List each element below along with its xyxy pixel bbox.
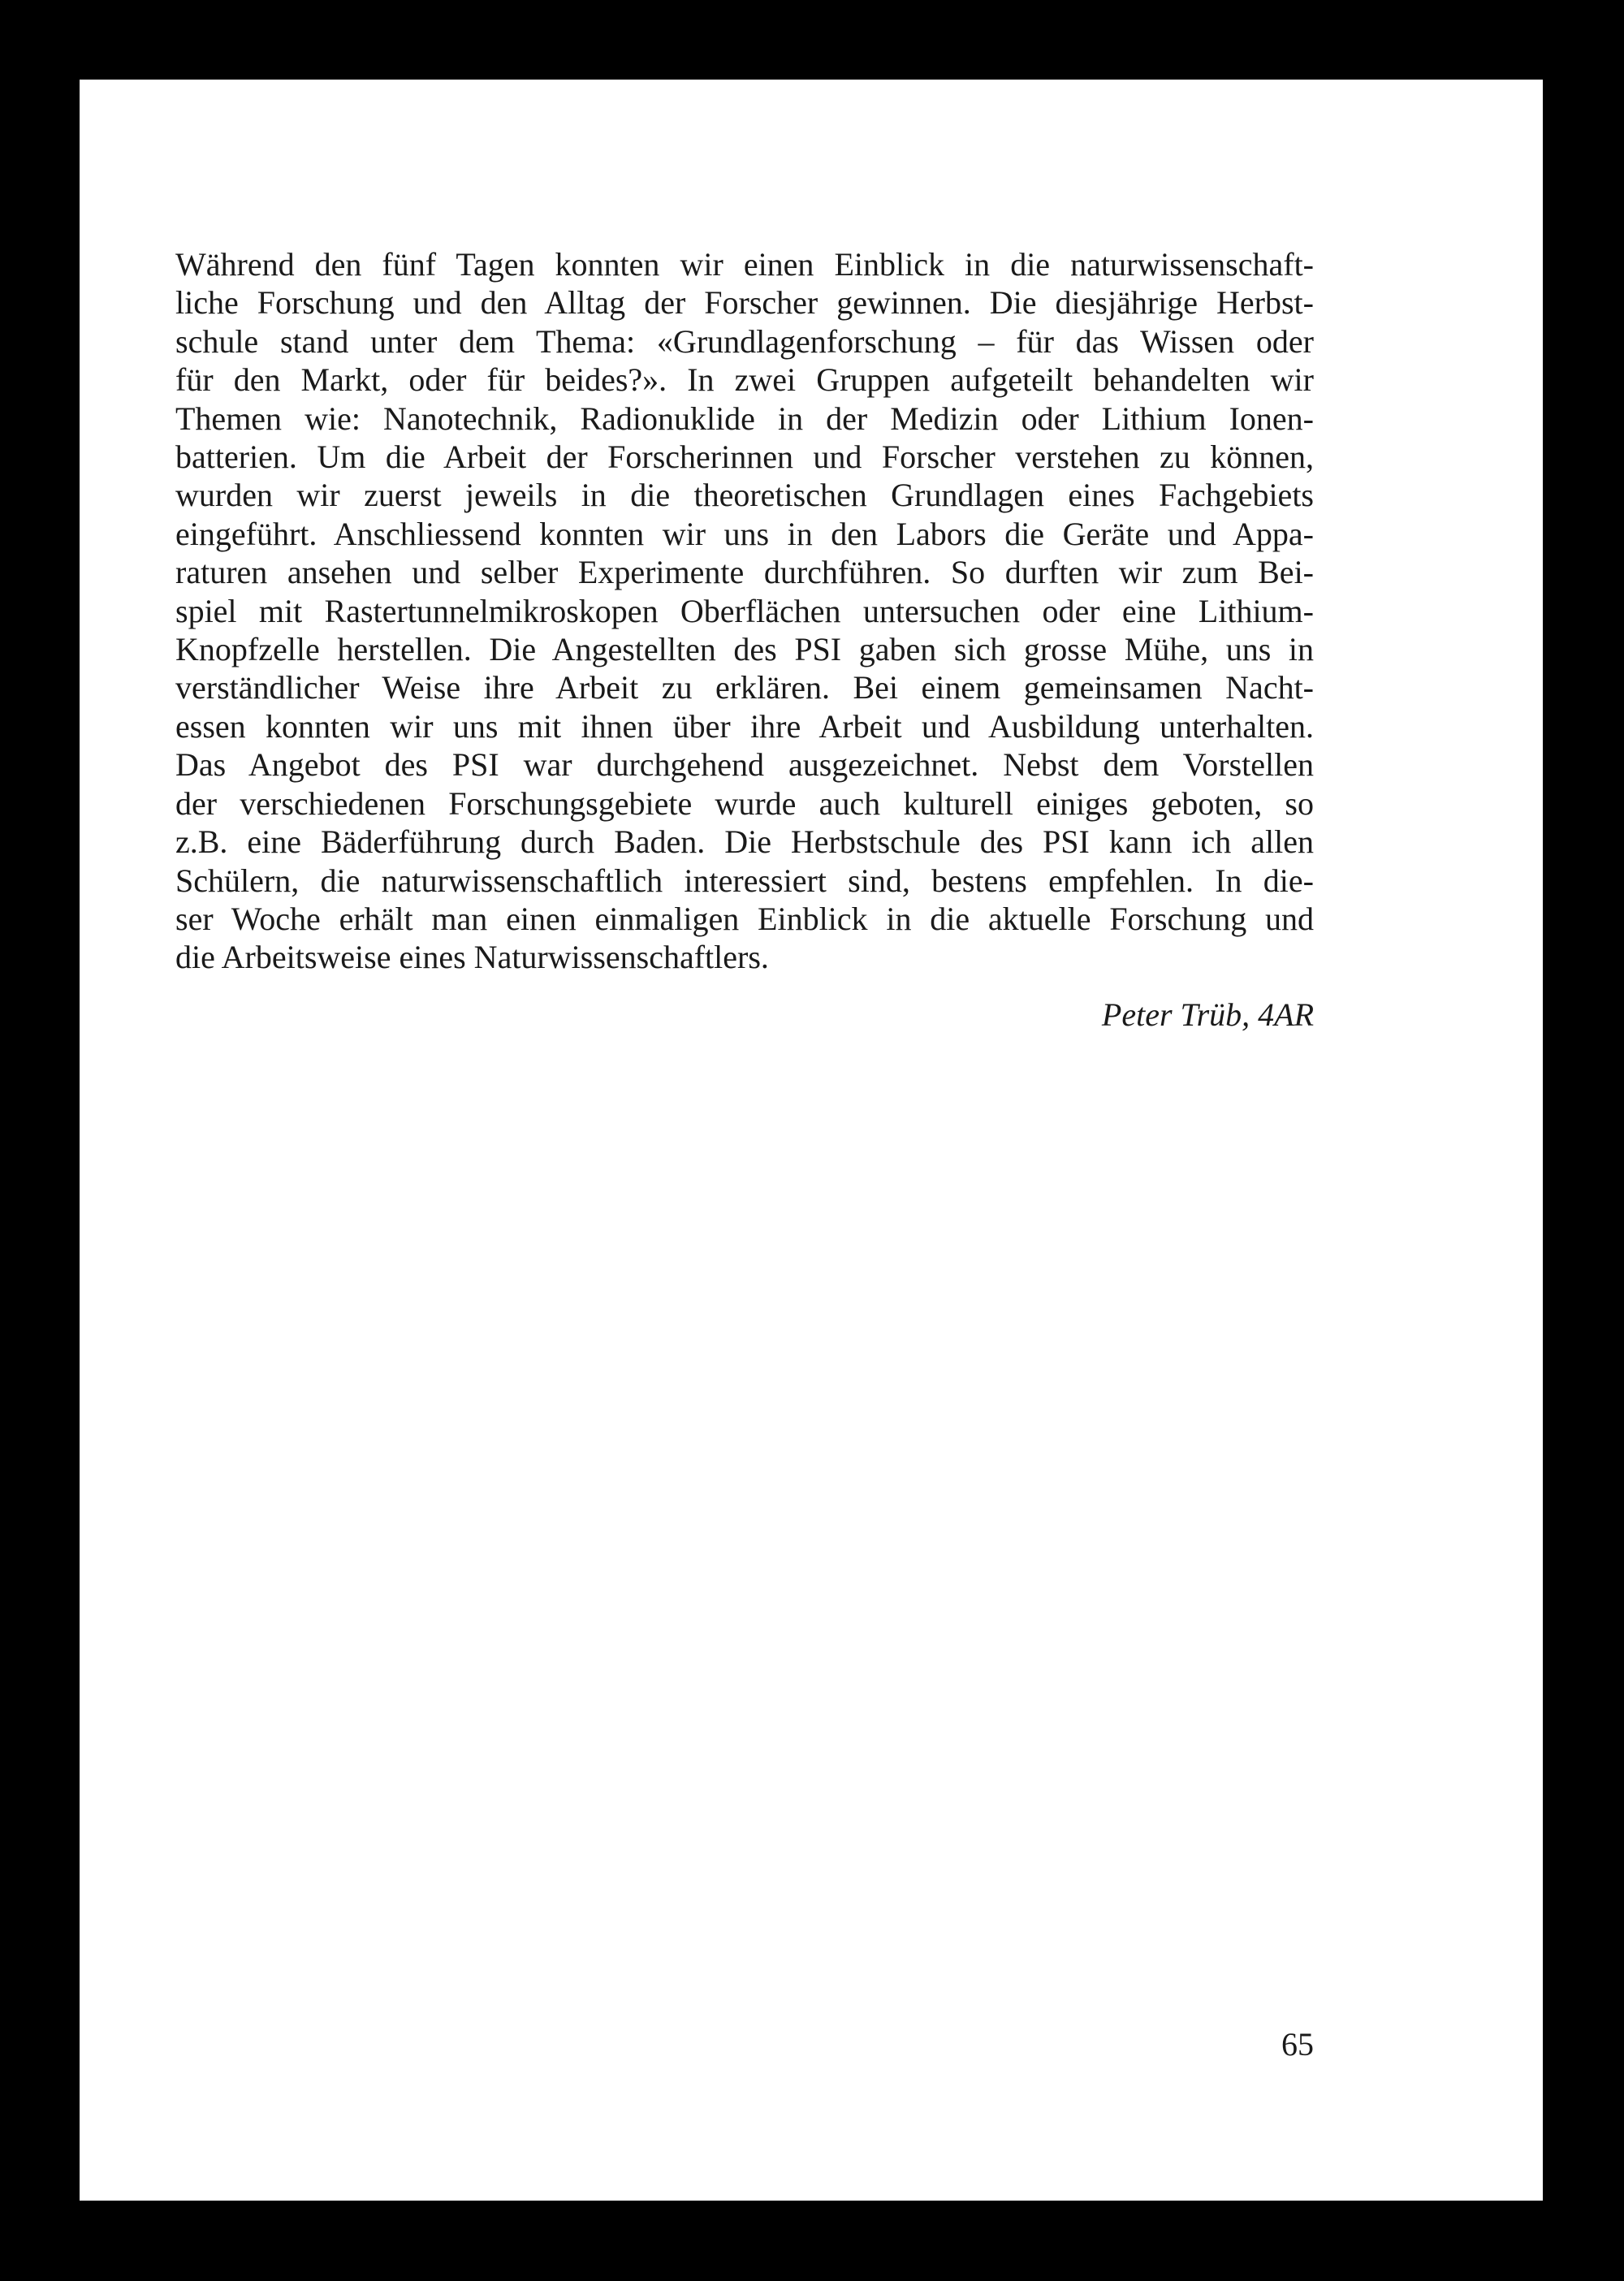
article-line: schule stand unter dem Thema: «Grundlagenforschung – für das Wissen oder (175, 322, 1314, 360)
article-line: liche Forschung und den Alltag der Forscher gewinnen. Die diesjährige Herbst- (175, 284, 1314, 322)
article-line: ser Woche erhält man einen einmaligen Einblick in die aktuelle Forschung und (175, 900, 1314, 937)
article-line: Während den fünf Tagen konnten wir einen Einblick in die naturwissenschaft- (175, 246, 1314, 283)
document-page (80, 80, 1543, 2201)
article-line: Schülern, die naturwissenschaftlich interessiert sind, bestens empfehlen. In die- (175, 862, 1314, 899)
article-line: eingeführt. Anschliessend konnten wir uns in den Labors die Geräte und Appa- (175, 515, 1314, 552)
article-line: essen konnten wir uns mit ihnen über ihre Arbeit und Ausbildung unterhalten. (175, 707, 1314, 745)
article-body (175, 245, 1314, 977)
article-line: Themen wie: Nanotechnik, Radionuklide in der Medizin oder Lithium Ionen- (175, 400, 1314, 437)
article-line: die Arbeitsweise eines Naturwissenschaftlers. (175, 939, 769, 976)
article-line: wurden wir zuerst jeweils in die theoretischen Grundlagen eines Fachgebiets (175, 477, 1314, 514)
article-line: für den Markt, oder für beides?». In zwei Gruppen aufgeteilt behandelten wir (175, 361, 1314, 399)
article-line: raturen ansehen und selber Experimente durchführen. So durften wir zum Bei- (175, 554, 1314, 591)
author-signature: Peter Trüb, 4AR (1101, 996, 1314, 1033)
article-line: Das Angebot des PSI war durchgehend ausgezeichnet. Nebst dem Vorstellen (175, 746, 1314, 784)
page-number: 65 (1281, 2026, 1314, 2063)
article-line: der verschiedenen Forschungsgebiete wurde auch kulturell einiges geboten, so (175, 784, 1314, 822)
article-line: z.B. eine Bäderführung durch Baden. Die Herbstschule des PSI kann ich allen (175, 823, 1314, 861)
article-line: Knopfzelle herstellen. Die Angestellten des PSI gaben sich grosse Mühe, uns in (175, 631, 1314, 668)
article-line: batterien. Um die Arbeit der Forscherinnen und Forscher verstehen zu können, (175, 438, 1314, 476)
article-line: verständlicher Weise ihre Arbeit zu erklären. Bei einem gemeinsamen Nacht- (175, 669, 1314, 706)
article-line: spiel mit Rastertunnelmikroskopen Oberflächen untersuchen oder eine Lithium- (175, 592, 1314, 629)
